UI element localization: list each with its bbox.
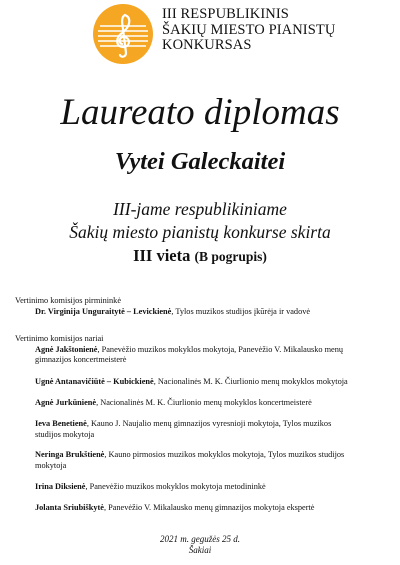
committee-chair-section <box>15 296 395 317</box>
member-entry <box>15 419 395 440</box>
member-name: Jolanta Sriubiškytė <box>35 503 104 512</box>
member-name: Dr. Virginija Unguraitytė – Levickienė <box>35 306 172 316</box>
chair-entry <box>15 307 395 318</box>
member-block <box>15 398 395 409</box>
organizer-line: III RESPUBLIKINIS <box>162 6 289 22</box>
member-role: , Tylos muzikos studijos įkūrėja ir vadovė <box>171 306 311 316</box>
members-heading: Vertinimo komisijos nariai <box>15 334 104 343</box>
diploma-title: Laureato diplomas <box>60 92 340 133</box>
member-name: Agnė Jurkūnienė <box>35 398 97 407</box>
chair-heading: Vertinimo komisijos pirmininkė <box>15 296 122 305</box>
award-place <box>0 246 400 267</box>
member-role-cont: studijos mokytoja <box>35 429 95 439</box>
award-text-line1: III-jame respublikiniame <box>113 199 287 219</box>
recipient-name: Vytei Galeckaitei <box>114 148 286 175</box>
member-name: Ieva Benetienė <box>35 419 87 428</box>
member-role: , Panevėžio muzikos mokyklos mokytoja, Panevėžio V. Mikalausko menų <box>97 344 344 354</box>
member-role: , Kauno J. Naujalio menų gimnazijos vyresnioji mokytoja, Tylos muzikos <box>86 419 332 428</box>
member-block <box>15 503 395 514</box>
diploma-city: Šakiai <box>188 545 212 555</box>
member-name: Neringa Brukštienė <box>35 450 105 459</box>
member-role: , Kauno pirmosios muzikos mokyklos mokytoja, Tylos muzikos studijos <box>104 450 345 459</box>
member-block <box>15 377 395 388</box>
member-name: Ugnė Antanavičiūtė – Kubickienė <box>35 377 154 386</box>
member-role: , Nacionalinės M. K. Čiurlionio menų mokyklos koncertmeisterė <box>96 398 312 407</box>
member-name: Irina Diksienė <box>35 482 86 491</box>
member-entry <box>15 482 395 493</box>
member-entry <box>15 398 395 409</box>
member-entry <box>15 503 395 514</box>
organizer-line: ŠAKIŲ MIESTO PIANISTŲ <box>162 21 336 38</box>
place-label: III vieta <box>133 246 191 265</box>
member-block <box>15 450 395 471</box>
diploma-date: 2021 m. gegužės 25 d. <box>160 534 240 544</box>
organizer-title <box>162 7 335 54</box>
member-block <box>15 482 395 493</box>
member-block <box>15 419 395 440</box>
member-entry <box>15 450 395 471</box>
award-text-line2: Šakių miesto pianistų konkurse skirta <box>69 222 331 242</box>
member-name: Agnė Jakštonienė <box>35 344 98 354</box>
organizer-line: KONKURSAS <box>162 37 252 53</box>
member-role: , Panevėžio muzikos mokyklos mokytoja metodininkė <box>85 482 266 491</box>
member-role-cont: gimnazijos koncertmeisterė <box>35 355 127 364</box>
member-role: , Nacionalinės M. K. Čiurlionio menų mokyklos mokytoja <box>153 377 348 386</box>
committee-members-heading-wrap <box>15 334 395 366</box>
treble-clef-logo-icon <box>92 3 154 65</box>
member-role-cont: mokytoja <box>35 460 67 470</box>
member-entry <box>15 345 395 366</box>
member-entry <box>15 377 395 388</box>
group-label: (B pogrupis) <box>194 249 267 264</box>
member-role: , Panevėžio V. Mikalausko menų gimnazijos mokytoja ekspertė <box>103 503 315 512</box>
